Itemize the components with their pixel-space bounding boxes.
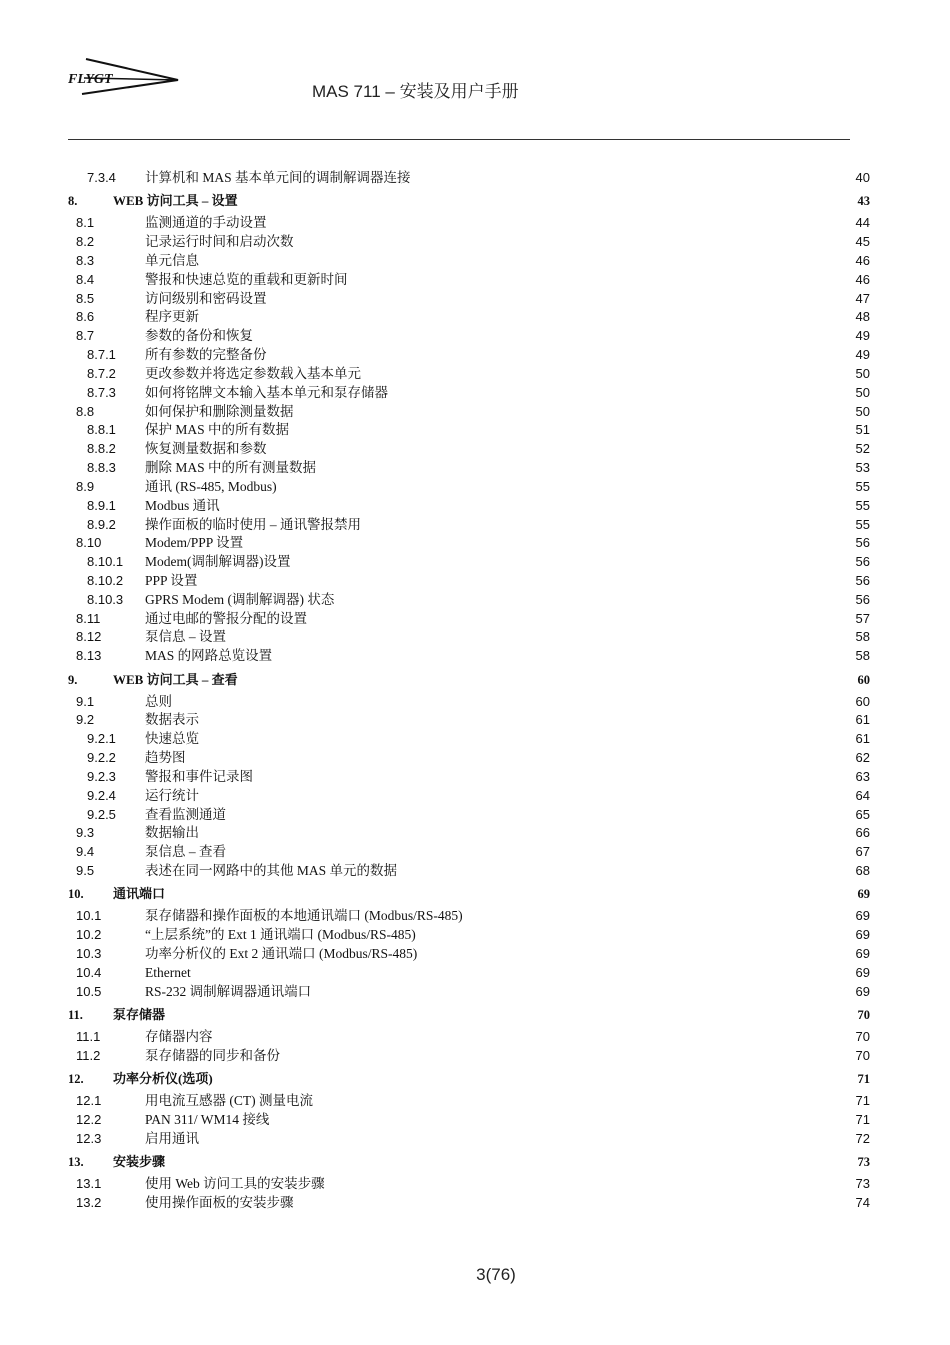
toc-entry-row[interactable] xyxy=(0,628,950,646)
toc-section-number: 9.3 xyxy=(76,825,95,841)
toc-entry-row[interactable] xyxy=(0,647,950,665)
toc-entry-row[interactable] xyxy=(0,693,950,711)
toc-entry-row[interactable] xyxy=(0,497,950,515)
toc-section-number: 9.2.4 xyxy=(87,787,116,803)
toc-section-number: 12. xyxy=(68,1072,84,1086)
toc-section-number: 8.7 xyxy=(76,328,95,344)
toc-section-number: 8.8.2 xyxy=(87,441,116,457)
toc-section-title: Modem/PPP 设置 xyxy=(145,535,244,551)
toc-page-number: 73 xyxy=(855,1176,870,1191)
toc-section-title: 更改参数并将选定参数载入基本单元 xyxy=(145,365,361,381)
toc-page-number: 71 xyxy=(855,1111,870,1127)
toc-section-title: 保护 MAS 中的所有数据 xyxy=(145,422,290,438)
toc-section-title: 使用操作面板的安装步骤 xyxy=(145,1194,294,1210)
toc-page-number: 69 xyxy=(855,908,870,924)
toc-section-title: 用电流互感器 (CT) 测量电流 xyxy=(145,1093,313,1108)
toc-section-number: 7.3.4 xyxy=(87,170,116,185)
toc-page-number: 65 xyxy=(855,806,870,822)
toc-page-number: 48 xyxy=(855,309,870,325)
toc-section-title: 计算机和 MAS 基本单元间的调制解调器连接 xyxy=(145,170,411,185)
toc-entry-row[interactable] xyxy=(0,1175,950,1193)
toc-page-number: 70 xyxy=(855,1028,870,1044)
toc-section-number: 8.9 xyxy=(76,478,95,494)
toc-section-number: 8.12 xyxy=(76,629,102,645)
toc-entry-row[interactable] xyxy=(0,824,950,842)
toc-section-title: 通讯端口 xyxy=(113,886,166,902)
toc-section-title: 记录运行时间和启动次数 xyxy=(145,234,294,250)
toc-section-number: 8.7.2 xyxy=(87,365,116,381)
toc-entry-row[interactable] xyxy=(0,308,950,326)
toc-entry-row[interactable] xyxy=(0,787,950,805)
toc-section-title: PPP 设置 xyxy=(145,572,198,588)
toc-section-title: 泵存储器 xyxy=(113,1006,166,1022)
toc-page-number: 47 xyxy=(855,290,870,306)
toc-page-number: 66 xyxy=(855,825,870,841)
toc-section-title: RS-232 调制解调器通讯端口 xyxy=(145,983,312,999)
toc-section-number: 10.1 xyxy=(76,908,102,924)
toc-section-title: 运行统计 xyxy=(145,787,199,803)
toc-chapter-row[interactable] xyxy=(0,1153,950,1171)
toc-page-number: 45 xyxy=(855,234,870,250)
toc-section-title: 数据表示 xyxy=(145,712,199,728)
toc-section-number: 11. xyxy=(68,1007,83,1022)
toc-section-title: 操作面板的临时使用 – 通讯警报禁用 xyxy=(145,516,361,532)
toc-section-number: 10.4 xyxy=(76,964,102,980)
toc-section-number: 8.9.1 xyxy=(87,497,116,513)
toc-page-number: 58 xyxy=(855,629,870,645)
toc-section-title: 趋势图 xyxy=(145,750,186,765)
toc-section-number: 10.3 xyxy=(76,945,102,961)
toc-section-number: 11.1 xyxy=(76,1028,101,1044)
toc-page-number: 49 xyxy=(855,328,870,344)
toc-section-number: 8.8.1 xyxy=(87,422,116,438)
toc-section-title: 监测通道的手动设置 xyxy=(145,215,267,231)
toc-page-number: 60 xyxy=(855,693,870,709)
toc-section-title: 如何保护和删除测量数据 xyxy=(145,403,294,419)
toc-page-number: 43 xyxy=(857,194,870,209)
toc-section-title: Modem(调制解调器)设置 xyxy=(145,554,291,570)
toc-section-number: 9. xyxy=(68,672,78,687)
toc-entry-row[interactable] xyxy=(0,983,950,1001)
toc-chapter-row[interactable] xyxy=(0,1070,950,1088)
toc-section-number: 8.8.3 xyxy=(87,460,116,475)
toc-section-number: 8.1 xyxy=(76,215,95,231)
toc-entry-row[interactable] xyxy=(0,1047,950,1065)
toc-page-number: 69 xyxy=(855,945,870,961)
toc-entry-row[interactable] xyxy=(0,730,950,748)
document-title: MAS 711 – 安装及用户手册 xyxy=(312,82,519,101)
toc-section-title: 查看监测通道 xyxy=(145,806,226,822)
toc-page-number: 72 xyxy=(855,1130,870,1146)
toc-entry-row[interactable] xyxy=(0,768,950,786)
toc-section-number: 9.2.1 xyxy=(87,731,116,747)
toc-section-title: 恢复测量数据和参数 xyxy=(145,441,267,457)
toc-section-title: 功率分析仪(选项) xyxy=(113,1071,213,1086)
toc-section-title: 通讯 (RS-485, Modbus) xyxy=(145,478,277,494)
toc-section-title: 程序更新 xyxy=(145,309,199,325)
toc-page-number: 68 xyxy=(855,862,870,878)
toc-section-number: 8.11 xyxy=(76,610,101,626)
toc-section-title: GPRS Modem (调制解调器) 状态 xyxy=(145,591,335,607)
toc-section-number: 8.10.1 xyxy=(87,554,124,570)
toc-entry-row[interactable] xyxy=(0,862,950,880)
toc-chapter-row[interactable] xyxy=(0,671,950,689)
toc-section-title: WEB 访问工具 – 查看 xyxy=(113,671,238,687)
toc-section-number: 13.2 xyxy=(76,1194,102,1210)
toc-page-number: 69 xyxy=(855,983,870,999)
toc-section-number: 8.5 xyxy=(76,290,95,306)
toc-section-title: 存储器内容 xyxy=(145,1028,213,1044)
toc-entry-row[interactable] xyxy=(0,610,950,628)
flygt-logo xyxy=(66,56,184,96)
toc-entry-row[interactable] xyxy=(0,327,950,345)
toc-section-title: 快速总览 xyxy=(145,731,199,747)
toc-page-number: 49 xyxy=(855,347,870,363)
toc-section-number: 13. xyxy=(68,1155,84,1169)
toc-section-title: 安装步骤 xyxy=(113,1154,166,1169)
toc-section-title: PAN 311/ WM14 接线 xyxy=(145,1111,270,1127)
toc-page-number: 53 xyxy=(855,460,870,475)
toc-section-title: 使用 Web 访问工具的安装步骤 xyxy=(145,1176,325,1191)
toc-entry-row[interactable] xyxy=(0,1111,950,1129)
toc-page-number: 50 xyxy=(855,384,870,400)
toc-page-number: 56 xyxy=(855,554,870,570)
toc-section-title: WEB 访问工具 – 设置 xyxy=(113,193,238,209)
toc-section-title: 启用通讯 xyxy=(145,1130,199,1146)
toc-page-number: 56 xyxy=(855,591,870,607)
toc-entry-row[interactable] xyxy=(0,459,950,477)
header-divider xyxy=(68,139,850,140)
toc-entry-row[interactable] xyxy=(0,1092,950,1110)
toc-section-number: 12.3 xyxy=(76,1130,102,1146)
toc-section-title: 访问级别和密码设置 xyxy=(145,290,267,306)
toc-entry-row[interactable] xyxy=(0,907,950,925)
toc-page-number: 69 xyxy=(855,964,870,980)
toc-entry-row[interactable] xyxy=(0,252,950,270)
toc-chapter-row[interactable] xyxy=(0,1006,950,1024)
toc-page-number: 71 xyxy=(855,1093,870,1108)
toc-section-title: 表述在同一网路中的其他 MAS 单元的数据 xyxy=(145,862,398,878)
toc-page-number: 67 xyxy=(855,844,870,860)
toc-section-title: 单元信息 xyxy=(145,253,199,268)
toc-section-title: 泵信息 – 设置 xyxy=(145,629,226,645)
toc-section-number: 8.8 xyxy=(76,403,95,419)
toc-entry-row[interactable] xyxy=(0,1130,950,1148)
toc-chapter-row[interactable] xyxy=(0,192,950,210)
toc-page-number: 46 xyxy=(855,253,870,268)
toc-section-title: 删除 MAS 中的所有测量数据 xyxy=(145,460,317,475)
toc-entry-row[interactable] xyxy=(0,169,950,187)
toc-section-number: 8.13 xyxy=(76,648,102,664)
toc-page-number: 55 xyxy=(855,478,870,494)
toc-page-number: 62 xyxy=(855,750,870,765)
toc-section-number: 11.2 xyxy=(76,1047,101,1063)
toc-section-number: 8.10.3 xyxy=(87,591,124,607)
toc-page-number: 74 xyxy=(855,1194,870,1210)
toc-page-number: 73 xyxy=(857,1155,870,1169)
toc-section-number: 10. xyxy=(68,887,84,902)
toc-entry-row[interactable] xyxy=(0,553,950,571)
toc-section-number: 8.7.1 xyxy=(87,347,116,363)
toc-section-title: 如何将铭牌文本输入基本单元和泵存储器 xyxy=(145,384,388,400)
toc-section-title: 通过电邮的警报分配的设置 xyxy=(145,610,307,626)
toc-section-number: 13.1 xyxy=(76,1176,102,1191)
toc-section-title: “上层系统”的 Ext 1 通讯端口 (Modbus/RS-485) xyxy=(145,927,416,943)
toc-section-number: 8.10 xyxy=(76,535,102,551)
toc-section-number: 9.4 xyxy=(76,844,95,860)
toc-section-number: 8.7.3 xyxy=(87,384,116,400)
toc-section-title: 警报和快速总览的重载和更新时间 xyxy=(145,271,348,287)
toc-entry-row[interactable] xyxy=(0,572,950,590)
toc-section-number: 8. xyxy=(68,194,78,209)
toc-section-number: 8.10.2 xyxy=(87,572,124,588)
toc-entry-row[interactable] xyxy=(0,440,950,458)
toc-section-title: 警报和事件记录图 xyxy=(145,768,253,784)
toc-page-number: 56 xyxy=(855,572,870,588)
toc-section-title: MAS 的网路总览设置 xyxy=(145,648,273,664)
toc-page-number: 55 xyxy=(855,497,870,513)
toc-section-number: 8.4 xyxy=(76,271,95,287)
toc-section-title: 参数的备份和恢复 xyxy=(145,328,253,344)
toc-entry-row[interactable] xyxy=(0,384,950,402)
toc-section-title: 泵信息 – 查看 xyxy=(145,844,226,860)
toc-entry-row[interactable] xyxy=(0,749,950,767)
toc-section-title: Modbus 通讯 xyxy=(145,497,220,513)
toc-entry-row[interactable] xyxy=(0,290,950,308)
toc-entry-row[interactable] xyxy=(0,271,950,289)
toc-page-number: 44 xyxy=(855,215,870,231)
toc-section-number: 9.2 xyxy=(76,712,95,728)
toc-page-number: 50 xyxy=(855,365,870,381)
toc-section-title: 功率分析仪的 Ext 2 通讯端口 (Modbus/RS-485) xyxy=(145,945,418,961)
toc-page-number: 69 xyxy=(855,927,870,943)
toc-page-number: 63 xyxy=(855,768,870,784)
toc-section-number: 8.3 xyxy=(76,253,95,268)
toc-entry-row[interactable] xyxy=(0,926,950,944)
toc-section-title: 泵存储器的同步和备份 xyxy=(145,1047,280,1063)
toc-entry-row[interactable] xyxy=(0,214,950,232)
toc-section-number: 8.9.2 xyxy=(87,516,116,532)
toc-section-number: 9.2.5 xyxy=(87,806,116,822)
toc-page-number: 61 xyxy=(855,731,870,747)
toc-section-number: 9.2.3 xyxy=(87,768,116,784)
toc-page-number: 61 xyxy=(855,712,870,728)
toc-section-number: 9.1 xyxy=(76,693,95,709)
toc-section-number: 8.6 xyxy=(76,309,95,325)
toc-entry-row[interactable] xyxy=(0,1194,950,1212)
toc-section-title: 泵存储器和操作面板的本地通讯端口 (Modbus/RS-485) xyxy=(145,908,463,924)
toc-page-number: 55 xyxy=(855,516,870,532)
toc-entry-row[interactable] xyxy=(0,806,950,824)
toc-entry-row[interactable] xyxy=(0,711,950,729)
toc-entry-row[interactable] xyxy=(0,516,950,534)
toc-section-number: 12.1 xyxy=(76,1093,102,1108)
toc-page-number: 71 xyxy=(857,1072,870,1086)
toc-page-number: 51 xyxy=(855,422,870,438)
toc-section-number: 10.2 xyxy=(76,927,102,943)
toc-entry-row[interactable] xyxy=(0,591,950,609)
toc-entry-row[interactable] xyxy=(0,1028,950,1046)
toc-page-number: 52 xyxy=(855,441,870,457)
toc-chapter-row[interactable] xyxy=(0,885,950,903)
toc-section-number: 9.2.2 xyxy=(87,750,116,765)
page-number: 3(76) xyxy=(476,1265,516,1284)
toc-page-number: 50 xyxy=(855,403,870,419)
toc-page-number: 57 xyxy=(855,610,870,626)
toc-section-number: 10.5 xyxy=(76,983,102,999)
toc-section-title: 所有参数的完整备份 xyxy=(145,347,267,363)
toc-page-number: 70 xyxy=(857,1007,870,1022)
toc-entry-row[interactable] xyxy=(0,945,950,963)
toc-page-number: 56 xyxy=(855,535,870,551)
toc-section-number: 9.5 xyxy=(76,862,95,878)
toc-section-title: Ethernet xyxy=(145,964,191,980)
toc-entry-row[interactable] xyxy=(0,403,950,421)
toc-page-number: 64 xyxy=(855,787,870,803)
toc-entry-row[interactable] xyxy=(0,365,950,383)
toc-page-number: 60 xyxy=(857,672,870,687)
toc-entry-row[interactable] xyxy=(0,534,950,552)
toc-page-number: 69 xyxy=(857,887,870,902)
toc-entry-row[interactable] xyxy=(0,478,950,496)
toc-section-title: 总则 xyxy=(145,693,172,709)
logo-wordmark: FLYGT xyxy=(68,72,113,87)
toc-page-number: 58 xyxy=(855,648,870,664)
toc-page-number: 46 xyxy=(855,271,870,287)
toc-entry-row[interactable] xyxy=(0,346,950,364)
toc-section-title: 数据输出 xyxy=(145,825,199,841)
toc-page-number: 70 xyxy=(855,1047,870,1063)
toc-entry-row[interactable] xyxy=(0,233,950,251)
toc-entry-row[interactable] xyxy=(0,843,950,861)
toc-page-number: 40 xyxy=(855,170,870,185)
toc-section-number: 12.2 xyxy=(76,1111,102,1127)
toc-entry-row[interactable] xyxy=(0,964,950,982)
toc-section-number: 8.2 xyxy=(76,234,95,250)
toc-entry-row[interactable] xyxy=(0,421,950,439)
